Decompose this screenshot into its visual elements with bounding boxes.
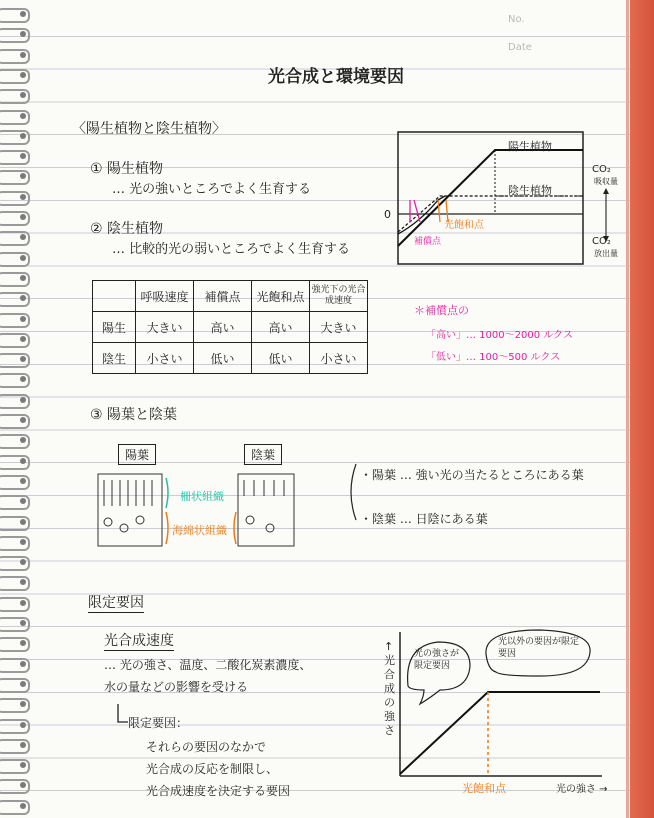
section4-subheading: 光合成速度 [104,630,174,651]
section3-title: ③ 陽葉と陰葉 [90,407,178,423]
shade-leaf-desc: ・陰葉 … 日陰にある葉 [360,512,488,526]
limit-line3: 光合成速度を決定する要因 [146,784,291,798]
palisade-label: 柵状組織 [180,490,224,503]
table-cell: 低い [252,343,310,374]
section-heading-plants: 〈陽生植物と陰生植物〉 [72,121,226,137]
section4-heading: 限定要因 [88,592,144,613]
graph2-saturation-label: 光飽和点 [462,782,506,795]
table-header-cell: 呼吸速度 [136,281,194,312]
bubble-other-limit: 光以外の要因が限定要因 [498,637,580,659]
date-label: Date [508,42,532,53]
sun-leaf-desc: ・陽葉 … 強い光の当たるところにある葉 [360,468,584,482]
note-low: 「低い」… 100〜500 ルクス [426,352,561,363]
limit-title: 限定要因： [128,716,189,730]
table-cell: 小さい [310,343,368,374]
table-cell: 陰生 [93,343,136,374]
table-cell: 大きい [136,312,194,343]
zero-label: 0 [384,208,391,221]
page-title: 光合成と環境要因 [268,67,404,87]
limit-line1: それらの要因のなかで [146,740,267,754]
table-cell: 高い [194,312,252,343]
note-title: ＊補償点の [414,304,469,317]
co2-bottom-label: CO₂ [592,236,611,247]
graph2-y-axis-label: ↑光合成の強さ [384,640,395,737]
table-header-cell: 光飽和点 [252,281,310,312]
item-shade-plant-desc: … 比較的光の弱いところでよく生育する [112,242,351,257]
section4-line2: 水の量などの影響を受ける [104,680,249,694]
section4-line1: … 光の強さ、温度、二酸化炭素濃度、 [104,658,312,672]
label-sun-plant: 陽生植物 [508,140,552,153]
compensation-label: 補償点 [414,237,442,247]
table-header-cell: 補償点 [194,281,252,312]
table-cell: 大きい [310,312,368,343]
table-cell: 小さい [136,343,194,374]
co2-top-label: CO₂ [592,164,611,175]
table-cell: 低い [194,343,252,374]
item-shade-plant-title: ② 陰生植物 [90,221,164,237]
bubble-light-limit: 光の強さが限定要因 [414,649,460,671]
note-high: 「高い」… 1000〜2000 ルクス [426,330,573,341]
no-label: No. [508,14,525,25]
co2-bottom-sub: 放出量 [594,249,618,258]
table-header-cell: 強光下の光合成速度 [310,281,368,312]
item-sun-plant-desc: … 光の強いところでよく生育する [112,182,312,197]
sun-leaf-label: 陽葉 [118,444,156,465]
saturation-label: 光飽和点 [444,220,484,231]
limit-line2: 光合成の反応を制限し、 [146,762,279,776]
graph2-x-axis-label: 光の強さ → [556,784,608,795]
co2-top-sub: 吸収量 [594,177,618,186]
table-cell: 高い [252,312,310,343]
shade-leaf-label: 陰葉 [244,444,282,465]
item-sun-plant-title: ① 陽生植物 [90,161,164,177]
spongy-label: 海綿状組織 [172,524,227,537]
label-shade-plant: 陰生植物 [508,184,552,197]
table-cell: 陽生 [93,312,136,343]
